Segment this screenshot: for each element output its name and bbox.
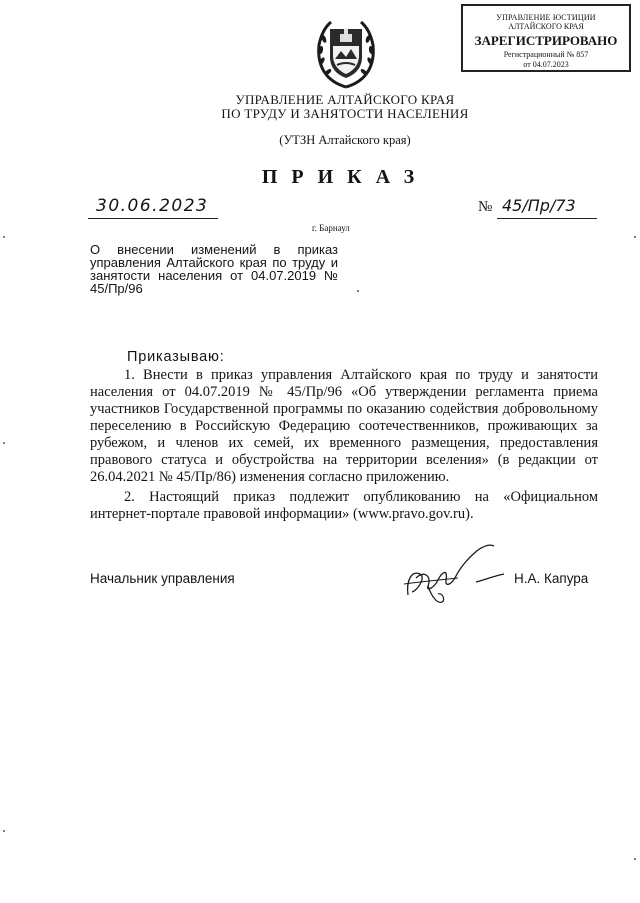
scan-mark: [3, 830, 5, 832]
handwritten-signature-icon: [398, 540, 508, 615]
scan-mark: [634, 236, 636, 238]
scan-mark: [357, 290, 359, 292]
scan-mark: [634, 858, 636, 860]
organization-line2: ПО ТРУДУ И ЗАНЯТОСТИ НАСЕЛЕНИЯ: [221, 106, 469, 121]
number-label: №: [478, 199, 493, 215]
stamp-reg-number: Регистрационный № 857: [503, 50, 589, 59]
stamp-status: ЗАРЕГИСТРИРОВАНО: [474, 33, 618, 48]
coat-of-arms-icon: [313, 17, 379, 89]
stamp-authority-line1: УПРАВЛЕНИЕ ЮСТИЦИИ: [496, 13, 596, 22]
date-field: [88, 196, 218, 219]
document-subject: О внесении изменений в приказ управления Алтайского края по труду и занятости населения от 04.07.2019 № 45/Пр/96: [90, 242, 338, 296]
organization-line1: УПРАВЛЕНИЕ АЛТАЙСКОГО КРАЯ: [235, 92, 455, 107]
date-value: 30.06.2023: [96, 196, 209, 216]
city: г. Барнаул: [312, 223, 350, 233]
scan-mark: [3, 442, 5, 444]
paragraph-2: 2. Настоящий приказ подлежит опубликованию на «Официальном интернет-портале правовой информации» (www.pravo.gov.ru).: [90, 489, 598, 522]
stamp-authority-line2: АЛТАЙСКОГО КРАЯ: [508, 22, 584, 31]
signatory-position: Начальник управления: [90, 571, 235, 586]
number-field: [497, 196, 597, 219]
organization-abbreviation: (УТЗН Алтайского края): [279, 133, 411, 147]
signatory-name: Н.А. Капура: [514, 571, 589, 586]
document-type-title: ПРИКАЗ: [261, 166, 429, 188]
stamp-reg-date: от 04.07.2023: [523, 60, 569, 69]
scan-mark: [3, 236, 5, 238]
number-value: 45/Пр/73: [502, 196, 576, 215]
paragraph-1: 1. Внести в приказ управления Алтайского края по труду и занятости населения от 04.07.2019 № 45/Пр/96 «Об утверждении регламента приема участников Государственной программы по оказанию содействия добровольному переселению в Российскую Федерацию соотечественников, проживающих за рубежом, и членов их семей, их временного размещения, предоставления правового статуса и обустройства на территории вселения» (в редакции от 26.04.2021 № 45/Пр/86) изменения согласно приложению.: [90, 367, 598, 485]
decree-word: Приказываю:: [127, 349, 225, 365]
registration-stamp: [461, 4, 631, 72]
organization-name: [120, 93, 570, 121]
